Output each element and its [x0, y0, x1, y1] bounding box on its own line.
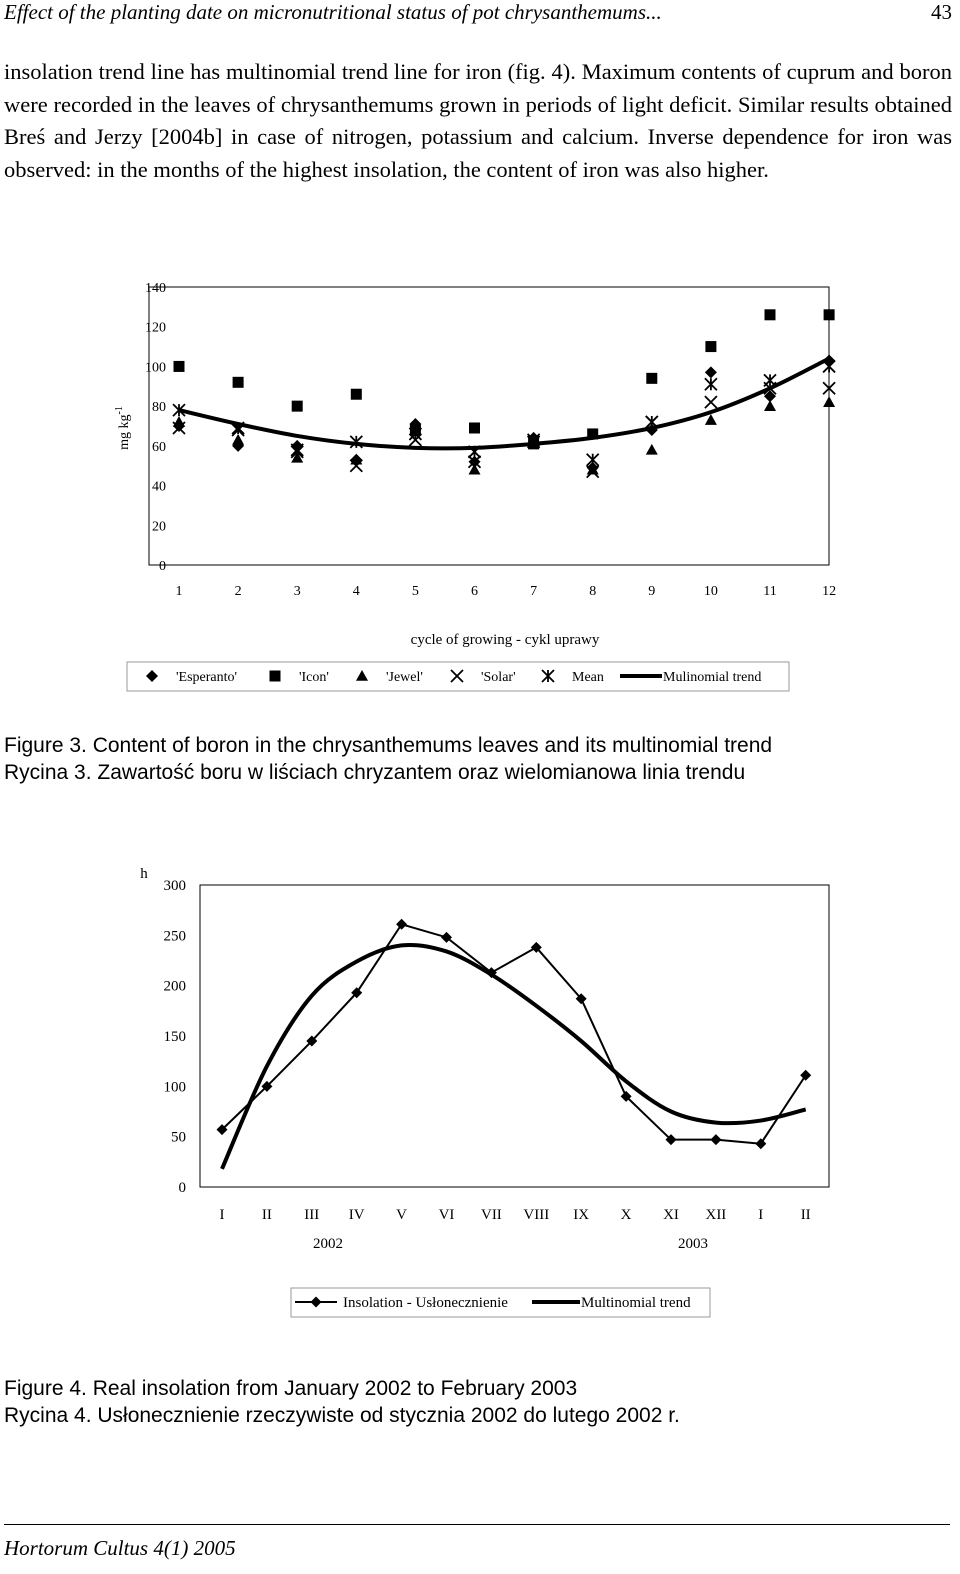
figure4-caption-pl: Rycina 4. Usłonecznienie rzeczywiste od stycznia 2002 do lutego 2002 r.: [4, 1404, 680, 1427]
x-tick-label: 3: [293, 584, 301, 599]
legend: [127, 662, 789, 691]
x-tick-label: IV: [348, 1207, 365, 1223]
y-tick-label: 0: [159, 559, 166, 574]
x-tick-label: I: [219, 1207, 225, 1223]
data-point: [764, 374, 776, 386]
x-tick-label: VI: [438, 1207, 455, 1223]
y-axis-label: h: [140, 866, 148, 882]
year-label-2003: 2003: [678, 1236, 708, 1252]
legend-label: Insolation - Usłonecznienie: [343, 1295, 508, 1311]
running-header: [4, 0, 952, 28]
x-tick-label: VII: [480, 1207, 502, 1223]
running-title: Effect of the planting date on micronutritional status of pot chrysanthemums...: [4, 0, 662, 24]
data-point: [396, 919, 407, 930]
data-point: [469, 446, 481, 458]
legend-label: Multinomial trend: [581, 1295, 691, 1311]
x-tick-label: 5: [411, 584, 419, 599]
data-point: [765, 309, 776, 320]
data-point: [823, 360, 835, 372]
legend-label: 'Esperanto': [176, 670, 238, 685]
data-point: [705, 414, 717, 425]
y-tick-label: 50: [171, 1129, 186, 1146]
legend-label: Mean: [572, 670, 604, 685]
data-point: [587, 454, 599, 466]
figure4-caption-en: Figure 4. Real insolation from January 2002 to February 2003: [4, 1377, 578, 1400]
data-point: [710, 1134, 721, 1145]
y-tick-label: 200: [163, 978, 186, 995]
x-tick-label: 8: [589, 584, 597, 599]
y-tick-label: 140: [145, 281, 166, 296]
data-point: [232, 434, 244, 445]
data-point: [705, 341, 716, 352]
y-tick-label: 100: [145, 360, 166, 376]
page-number: 43: [931, 0, 952, 24]
legend-label: 'Solar': [481, 670, 516, 685]
x-tick-label: XI: [663, 1207, 679, 1223]
x-tick-label: 10: [703, 584, 718, 599]
data-point: [469, 422, 480, 433]
y-tick-label: 100: [163, 1079, 186, 1096]
x-axis-label: cycle of growing - cykl uprawy: [410, 632, 600, 648]
trend-line: [179, 358, 829, 448]
data-point: [823, 396, 835, 407]
legend-label: 'Jewel': [386, 670, 423, 685]
body-paragraph: insolation trend line has multinomial trend line for iron (fig. 4). Maximum contents of cuprum and boron were recorded in the leaves of chrysanthemums grown in periods of light deficit. Similar results obtained Breś and Jerzy [2004b] in case of nitrogen, potassium and calcium. Inverse dependence for iron was observed: in the months of the highest insolation, the content of iron was also higher.: [4, 59, 952, 182]
legend-label: 'Icon': [299, 670, 329, 685]
data-point: [292, 401, 303, 412]
x-tick-label: IX: [573, 1207, 590, 1223]
x-tick-label: 7: [530, 584, 538, 599]
x-tick-label: 6: [471, 584, 478, 599]
y-tick-label: 120: [145, 320, 166, 336]
x-tick-label: VIII: [523, 1207, 550, 1223]
x-tick-label: X: [620, 1207, 632, 1223]
y-tick-label: 300: [163, 878, 186, 894]
y-axis-label: mg $kg^{-1}$: [114, 406, 132, 450]
x-tick-label: 2: [234, 584, 242, 599]
data-point: [705, 366, 717, 378]
x-tick-label: 4: [352, 584, 360, 599]
trend-line: [222, 945, 806, 1169]
y-tick-label: 80: [152, 400, 166, 416]
x-tick-label: II: [261, 1207, 272, 1223]
data-point: [705, 396, 717, 408]
x-tick-label: II: [800, 1207, 811, 1223]
y-tick-label: 60: [152, 439, 166, 455]
footer-divider: [4, 1524, 950, 1525]
data-point: [233, 377, 244, 388]
data-point: [351, 389, 362, 400]
insolation-line: [222, 924, 806, 1143]
data-point: [764, 400, 776, 411]
x-tick-label: 1: [175, 584, 183, 599]
data-point: [587, 428, 598, 439]
y-tick-label: 0: [178, 1180, 186, 1196]
data-point: [705, 378, 717, 390]
x-tick-label: I: [758, 1207, 764, 1223]
legend-marker-icon: [270, 671, 281, 682]
figure3-caption-en: Figure 3. Content of boron in the chrysanthemums leaves and its multinomial trend: [4, 734, 773, 757]
x-tick-label: 11: [763, 584, 777, 599]
legend: [291, 1288, 710, 1317]
data-point: [646, 444, 658, 455]
x-tick-label: V: [396, 1207, 408, 1223]
legend-label: Mulinomial trend: [663, 670, 762, 685]
data-point: [755, 1138, 766, 1149]
x-tick-label: 9: [648, 584, 656, 599]
x-tick-label: 12: [822, 584, 837, 599]
x-tick-label: III: [304, 1207, 320, 1223]
data-point: [174, 361, 185, 372]
y-tick-label: 20: [152, 519, 166, 535]
data-point: [646, 373, 657, 384]
y-tick-label: 150: [163, 1029, 186, 1045]
journal-footer: Hortorum Cultus 4(1) 2005: [4, 1536, 236, 1560]
y-tick-label: 250: [163, 928, 186, 945]
figure3-caption-pl: Rycina 3. Zawartość boru w liściach chryzantem oraz wielomianowa linia trendu: [4, 761, 746, 784]
y-tick-label: 40: [152, 479, 166, 495]
data-point: [291, 446, 303, 458]
year-label-2002: 2002: [313, 1236, 343, 1252]
data-point: [173, 416, 185, 427]
data-point: [800, 1070, 811, 1081]
figure4-chart: [0, 860, 960, 1360]
x-tick-label: XII: [705, 1207, 727, 1223]
data-point: [824, 309, 835, 320]
data-point: [646, 416, 658, 428]
data-point: [232, 422, 244, 434]
